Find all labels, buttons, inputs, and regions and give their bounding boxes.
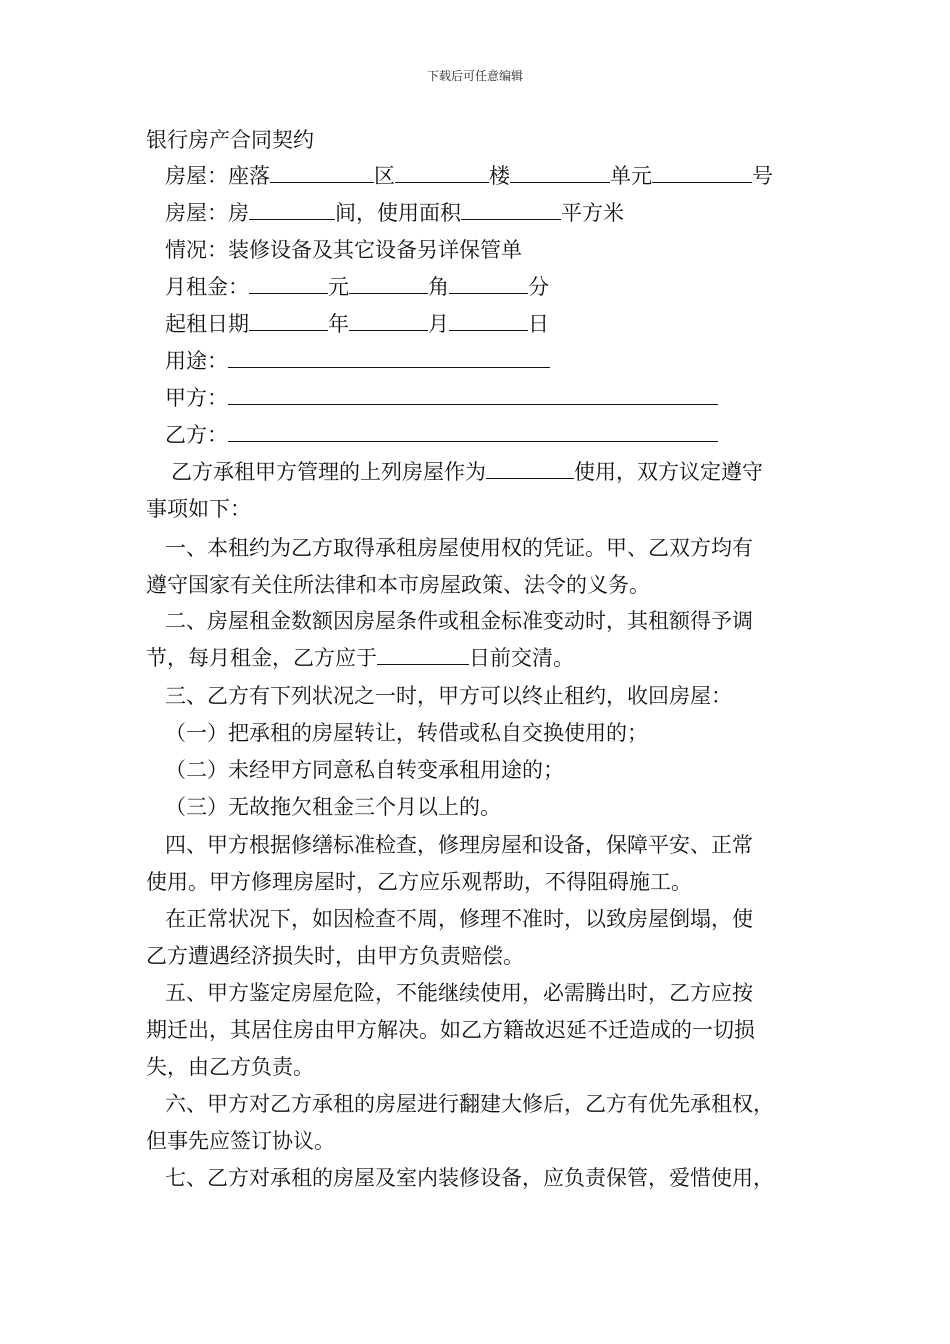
blank[interactable]	[228, 349, 550, 368]
blank[interactable]	[377, 646, 469, 665]
page-header: 下载后可任意编辑	[426, 69, 523, 83]
field-condition: 情况：装修设备及其它设备另详保管单	[165, 238, 522, 262]
blank[interactable]	[449, 275, 528, 294]
clause-4-line-2: 使用。甲方修理房屋时，乙方应乐观帮助，不得阻碍施工。	[146, 870, 692, 894]
clause-1-line-1: 一、本租约为乙方取得承租房屋使用权的凭证。甲、乙双方均有	[165, 536, 753, 560]
field-rent: 月租金： 元 角 分	[165, 275, 549, 299]
clause-5-line-2: 期迁出，其居住房由甲方解决。如乙方籍故迟延不迁造成的一切损	[146, 1018, 755, 1042]
blank[interactable]	[270, 164, 374, 183]
field-location: 房屋：座落 区 楼 单元 号	[165, 164, 773, 188]
field-usage: 用途：	[165, 345, 550, 375]
clause-3: 三、乙方有下列状况之一时，甲方可以终止租约，收回房屋：	[165, 684, 732, 708]
intro-line-2: 事项如下：	[146, 497, 251, 521]
clause-5-line-3: 失，由乙方负责。	[146, 1055, 314, 1079]
blank[interactable]	[349, 312, 428, 331]
clause-1-line-2: 遵守国家有关住所法律和本市房屋政策、法令的义务。	[146, 573, 650, 597]
clause-2-line-2: 节，每月租金，乙方应于 日前交清。	[146, 646, 574, 670]
contract-title: 银行房产合同契约	[146, 128, 314, 152]
blank[interactable]	[461, 201, 561, 220]
field-start-date: 起租日期 年 月 日	[165, 312, 549, 336]
field-party-b: 乙方：	[165, 419, 718, 449]
blank[interactable]	[349, 275, 428, 294]
blank[interactable]	[449, 312, 528, 331]
clause-2-line-1: 二、房屋租金数额因房屋条件或租金标准变动时，其租额得予调	[165, 609, 753, 633]
clause-3-item-3: （三）无故拖欠租金三个月以上的。	[165, 795, 501, 819]
blank[interactable]	[249, 275, 328, 294]
blank[interactable]	[510, 164, 610, 183]
field-party-a: 甲方：	[165, 382, 718, 412]
blank[interactable]	[249, 312, 328, 331]
blank[interactable]	[228, 423, 718, 442]
blank[interactable]	[486, 460, 574, 479]
blank[interactable]	[395, 164, 489, 183]
clause-6-line-2: 但事先应签订协议。	[146, 1129, 335, 1153]
blank[interactable]	[228, 386, 718, 405]
clause-6-line-1: 六、甲方对乙方承租的房屋进行翻建大修后，乙方有优先承租权，	[165, 1092, 774, 1116]
clause-5-line-1: 五、甲方鉴定房屋危险，不能继续使用，必需腾出时，乙方应按	[165, 981, 753, 1005]
blank[interactable]	[249, 201, 335, 220]
field-room: 房屋：房 间，使用面积 平方米	[165, 201, 624, 225]
clause-3-item-1: （一）把承租的房屋转让，转借或私自交换使用的；	[165, 721, 648, 745]
clause-7-line-1: 七、乙方对承租的房屋及室内装修设备，应负责保管，爱惜使用，	[165, 1166, 774, 1190]
blank[interactable]	[652, 164, 752, 183]
intro-line-1: 乙方承租甲方管理的上列房屋作为 使用，双方议定遵守	[171, 460, 763, 484]
clause-4-line-1: 四、甲方根据修缮标准检查，修理房屋和设备，保障平安、正常	[165, 833, 753, 857]
clause-4b-line-2: 乙方遭遇经济损失时，由甲方负责赔偿。	[146, 944, 524, 968]
clause-3-item-2: （二）未经甲方同意私自转变承租用途的；	[165, 758, 564, 782]
clause-4b-line-1: 在正常状况下，如因检查不周，修理不准时，以致房屋倒塌，使	[165, 907, 753, 931]
